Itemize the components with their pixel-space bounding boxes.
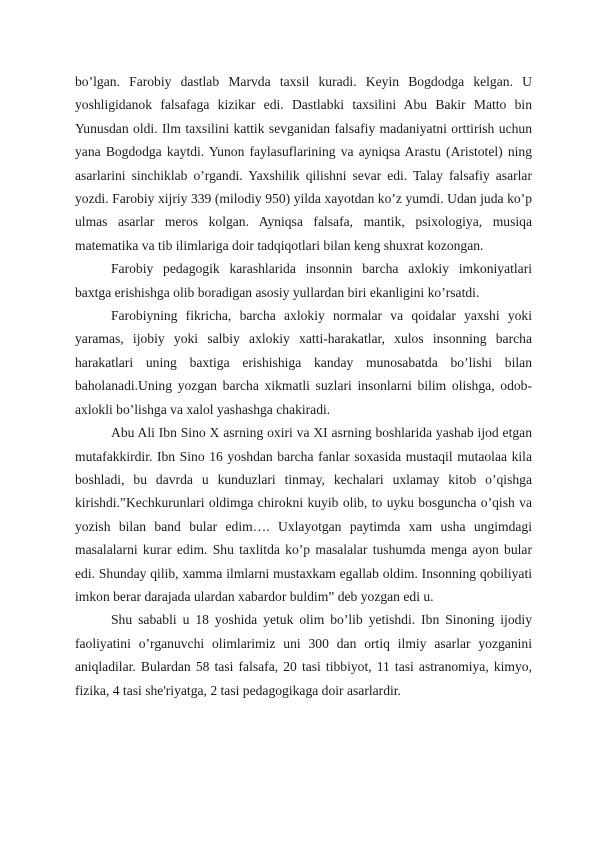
paragraph-farobiy-ethics: Farobiyning fikricha, barcha axlokiy normalar va qoidalar yaxshi yoki yaramas, ijobiy yoki salbiy axlokiy xatti-harakatlar, xulos insonning barcha harakatlari uning baxtiga erishishiga kanday munosabatda bo’lishi bilan baholanadi.Uning yozgan barcha xikmatli suzlari insonlarni bilim olishga, odob-axlokli bo’lishga va xalol yashashga chakiradi. (75, 308, 532, 417)
paragraph-ibn-sino-works: Shu sababli u 18 yoshida yetuk olim bo’lib yetishdi. Ibn Sinoning ijodiy faoliyatini o’rganuvchi olimlarimiz uni 300 dan ortiq ilmiy asarlar yozganini aniqladilar. Bulardan 58 tasi falsafa, 20 tasi tibbiyot, 11 tasi astranomiya, kimyo, fizika, 4 tasi she'riyatga, 2 tasi pedagogikaga doir asarlardir. (75, 612, 532, 698)
paragraph-farobiy-pedagogy: Farobiy pedagogik karashlarida insonnin barcha axlokiy imkoniyatlari baxtga erishishga olib boradigan asosiy yullardan biri ekanligini ko’rsatdi. (75, 261, 532, 300)
paragraph-farobiy-biography: bo’lgan. Farobiy dastlab Marvda taxsil kuradi. Keyin Bogdodga kelgan. U yoshligidanok falsafaga kizikar edi. Dastlabki taxsilini Abu Bakir Matto bin Yunusdan oldi. Ilm taxsilini kattik sevganidan falsafiy madaniyatni orttirish uchun yana Bogdodga kaytdi. Yunon faylasuflarining va ayniqsa Arastu (Aristotel) ning asarlarini sinchiklab o’rgandi. Yaxshilik qilishni sevar edi. Talay falsafiy asarlar yozdi. Farobiy xijriy 339 (milodiy 950) yilda xayotdan ko’z yumdi. Udan juda ko’p ulmas asarlar meros kolgan. Ayniqsa falsafa, mantik, psixologiya, musiqa matematika va tib ilimlariga doir tadqiqotlari bilan keng shuxrat kozongan. (75, 74, 532, 253)
paragraph-ibn-sino-intro: Abu Ali Ibn Sino X asrning oxiri va XI asrning boshlarida yashab ijod etgan mutafakkirdir. Ibn Sino 16 yoshdan barcha fanlar soxasida mustaqil mutaolaa kila boshladi, bu davrda u kunduzlari tinmay, kechalari uxlamay kitob o’qishga kirishdi.”Kechkurunlari oldimga chirokni kuyib olib, to uyku bosguncha o’qish va yozish bilan band bular edim…. Uxlayotgan paytimda xam usha ungimdagi masalalarni kurar edim. Shu taxlitda ko’p masalalar tushumda menga ayon bular edi. Shunday qilib, xamma ilmlarni mustaxkam egallab oldim. Insonning qobiliyati imkon berar darajada ulardan xabardor buldim” deb yozgan edi u. (75, 425, 532, 604)
document-page (75, 70, 532, 702)
